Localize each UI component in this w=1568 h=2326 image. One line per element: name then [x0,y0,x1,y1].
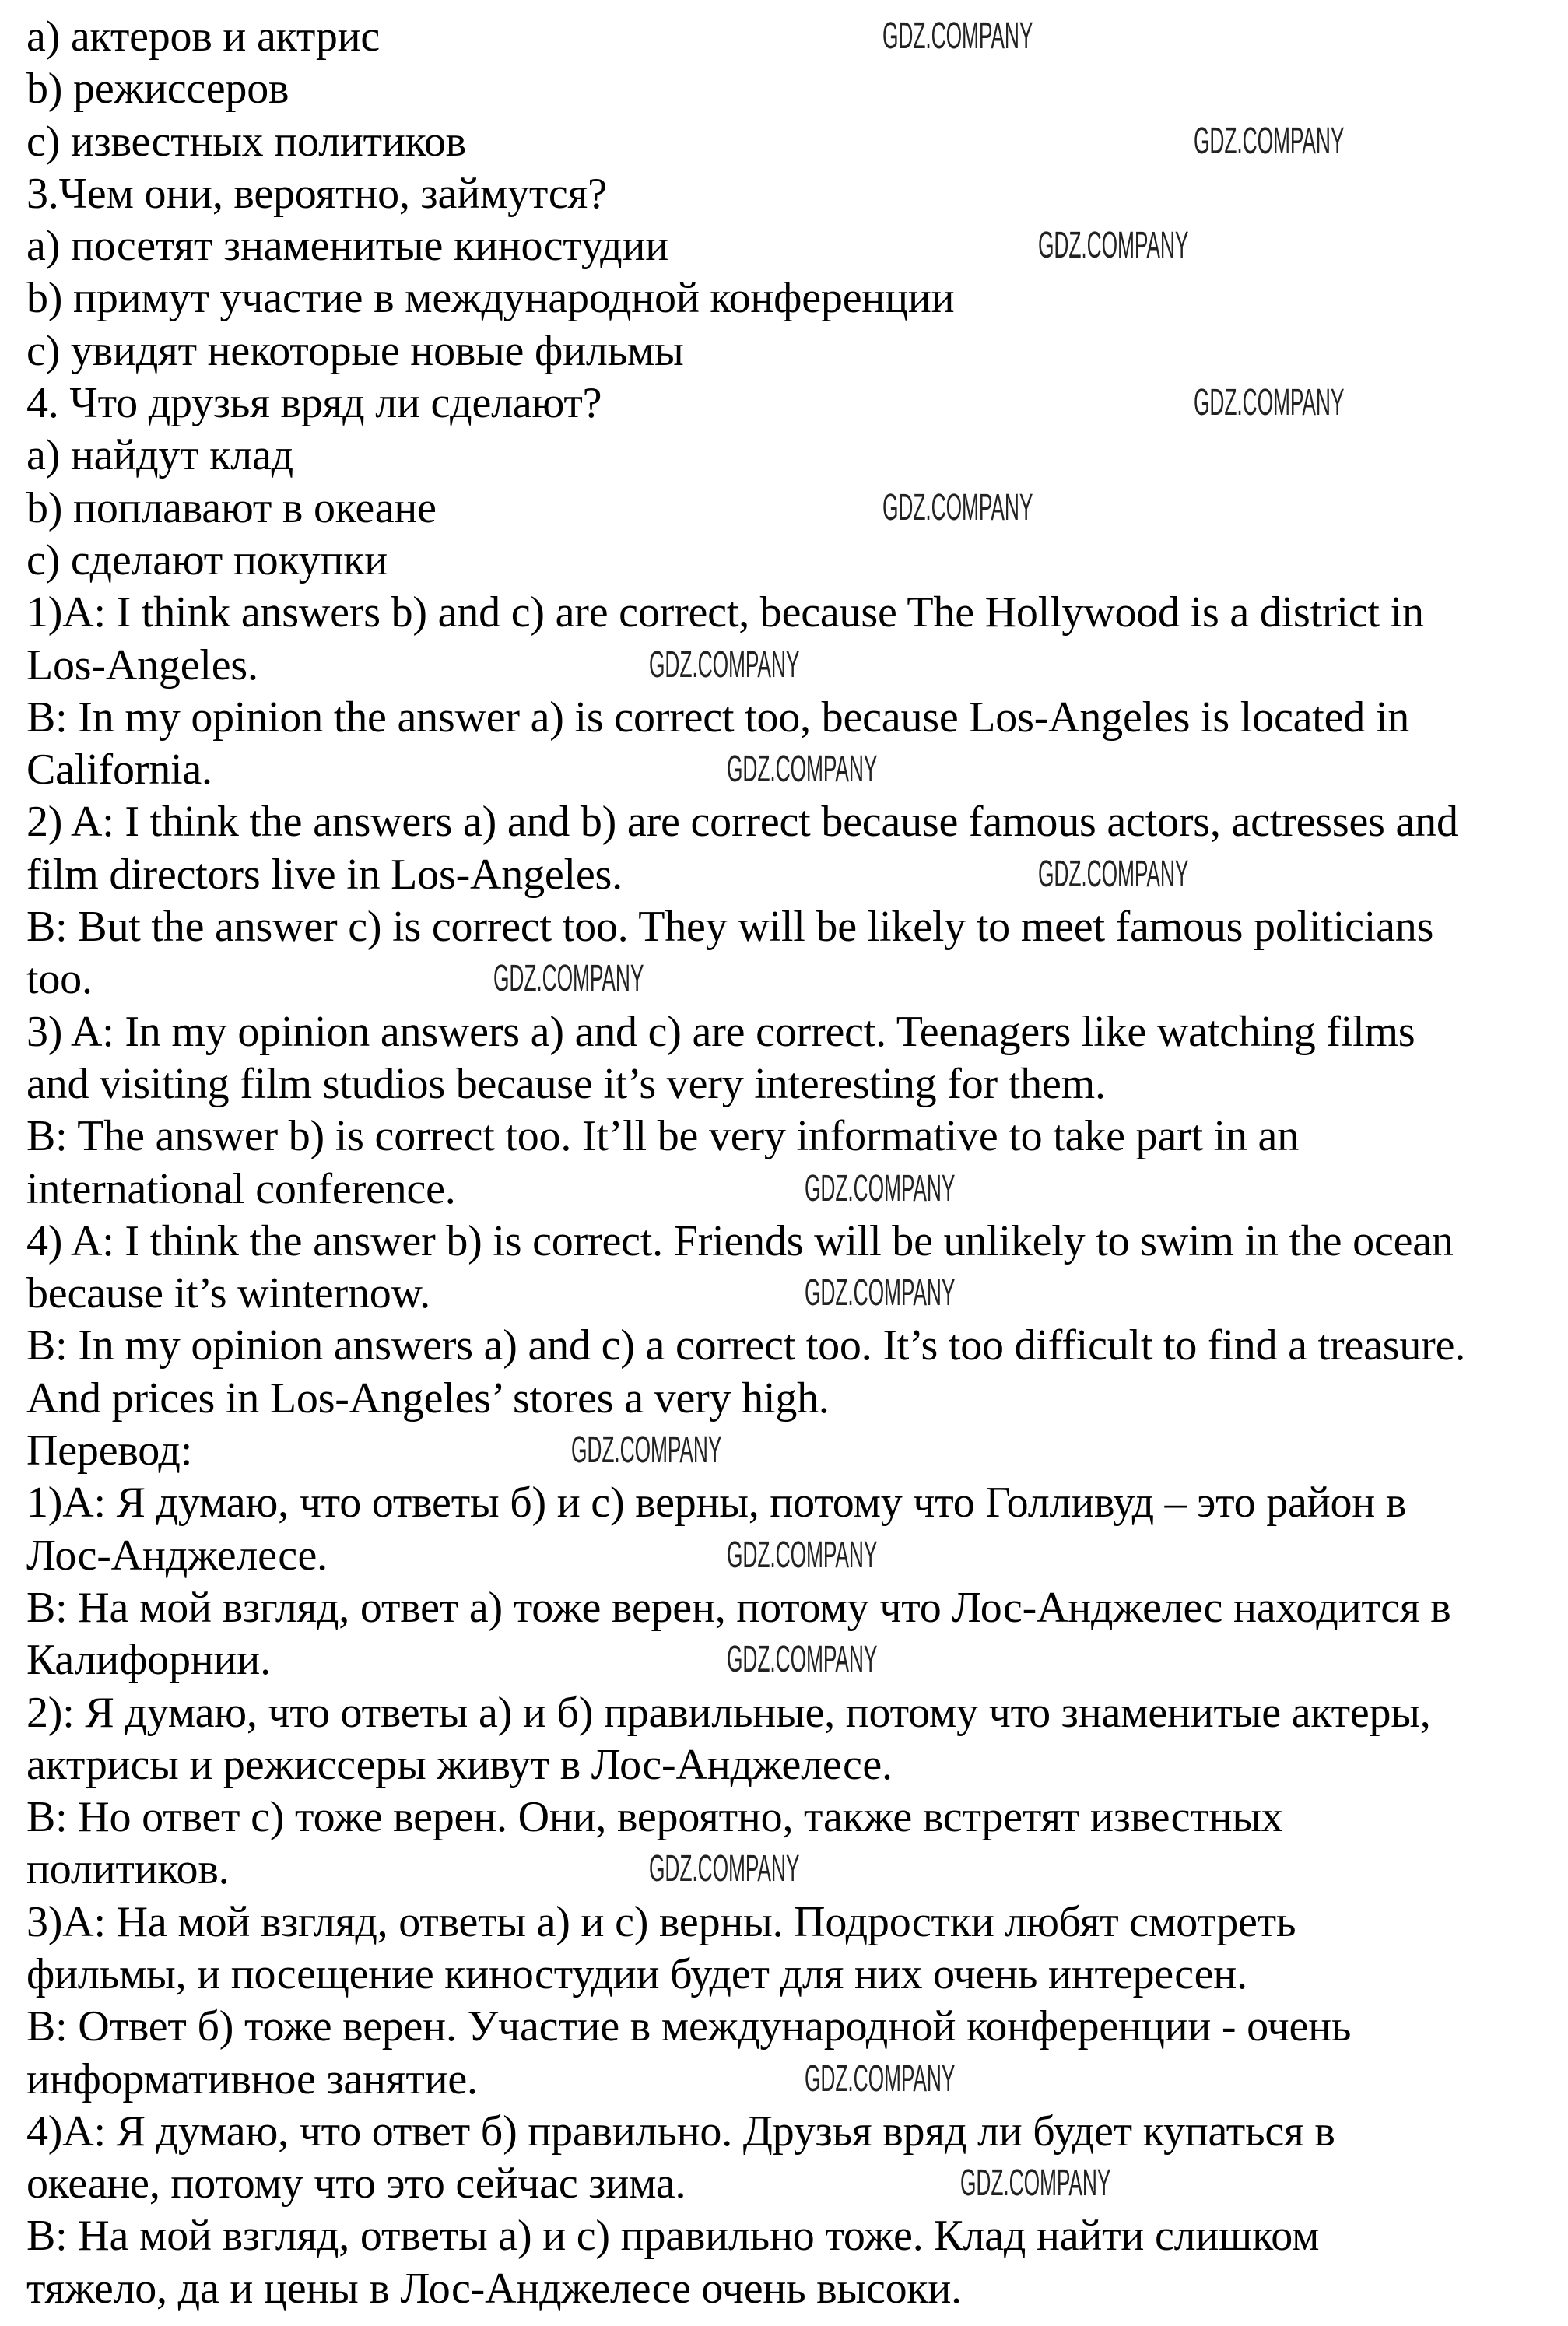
text-line-content: B: Но ответ с) тоже верен. Они, вероятно, также встретят известных [26,1793,1283,1842]
text-line-content: a) найдут клад [26,431,293,480]
text-line [26,692,1560,744]
text-line [26,2263,1560,2315]
text-line [26,220,1560,272]
text-line [26,482,1560,535]
text-line [26,430,1560,482]
watermark: GDZ.COMPANY [1038,853,1189,895]
text-line [26,272,1560,325]
text-line-content: 4) A: I think the answer b) is correct. Friends will be unlikely to swim in the ocean [26,1216,1454,1265]
text-line-content: c) увидят некоторые новые фильмы [26,326,684,375]
text-line-content: a) актеров и актрис [26,12,381,61]
text-line [26,1216,1560,1268]
text-line-content: 3)A: На мой взгляд, ответы а) и с) верны. Подростки любят смотреть [26,1897,1296,1946]
text-line-content: 1)A: Я думаю, что ответы б) и с) верны, потому что Голливуд – это район в [26,1479,1407,1528]
text-line-content: Лос-Анджелесе. [26,1531,328,1580]
text-line-content: B: In my opinion the answer a) is correct too, because Los-Angeles is located in [26,693,1410,742]
text-line-content: B: Ответ б) тоже верен. Участие в международной конференции - очень [26,2002,1352,2051]
text-line [26,168,1560,220]
watermark: GDZ.COMPANY [805,2058,956,2100]
text-line-content: and visiting film studios because it’s very interesting for them. [26,1059,1106,1108]
text-line-content: California. [26,746,212,795]
watermark: GDZ.COMPANY [571,1430,722,1472]
text-line-content: B: But the answer c) is correct too. They will be likely to meet famous politicians [26,903,1434,952]
text-line-content: B: The answer b) is correct too. It’ll be very informative to take part in an [26,1112,1300,1161]
text-line [26,63,1560,115]
text-line-content: B: На мой взгляд, ответ а) тоже верен, потому что Лос-Анджелес находится в [26,1583,1451,1632]
watermark: GDZ.COMPANY [1194,120,1345,162]
watermark: GDZ.COMPANY [805,1272,956,1314]
text-line-content: 2): Я думаю, что ответы а) и б) правильные, потому что знаменитые актеры, [26,1688,1431,1737]
watermark: GDZ.COMPANY [727,1639,878,1681]
text-line [26,2210,1560,2262]
watermark: GDZ.COMPANY [882,486,1033,528]
text-line [26,1477,1560,1529]
watermark: GDZ.COMPANY [882,16,1033,57]
watermark: GDZ.COMPANY [960,2163,1111,2205]
text-line [26,1530,1560,1582]
text-line-content: 4. Что друзья вряд ли сделают? [26,379,602,428]
text-line [26,1739,1560,1791]
text-line [26,901,1560,953]
watermark: GDZ.COMPANY [727,749,878,791]
text-line-content: Перевод: [26,1426,193,1475]
text-line [26,744,1560,796]
text-line [26,325,1560,377]
text-line [26,1268,1560,1320]
text-line-content: 3) A: In my opinion answers a) and c) are correct. Teenagers like watching films [26,1007,1415,1056]
text-line [26,1949,1560,2001]
text-line [26,953,1560,1005]
text-line-content: 4)A: Я думаю, что ответ б) правильно. Друзья вряд ли будет купаться в [26,2107,1335,2156]
text-line-content: фильмы, и посещение киностудии будет для них очень интересен. [26,1949,1247,1998]
text-line [26,1425,1560,1477]
text-line [26,1163,1560,1216]
text-line-content: океане, потому что это сейчас зима. [26,2159,686,2208]
watermark: GDZ.COMPANY [493,958,644,1000]
text-line-content: Калифорнии. [26,1636,271,1685]
text-line [26,640,1560,692]
text-line-content: актрисы и режиссеры живут в Лос-Анджелесе. [26,1740,893,1789]
text-line [26,587,1560,639]
text-line-content: because it’s winternow. [26,1269,430,1318]
text-line-content: B: На мой взгляд, ответы а) и с) правильно тоже. Клад найти слишком [26,2212,1320,2261]
text-line [26,377,1560,430]
watermark: GDZ.COMPANY [727,1534,878,1576]
text-line [26,1844,1560,1896]
text-line [26,2158,1560,2210]
text-line-content: b) примут участие в международной конференции [26,274,955,323]
text-line [26,1687,1560,1739]
text-line-content: international conference. [26,1164,456,1213]
text-line-content: c) известных политиков [26,117,466,166]
document-body [26,11,1560,2315]
text-line [26,796,1560,848]
text-line-content: Los-Angeles. [26,640,258,689]
text-line-content: информативное занятие. [26,2054,478,2103]
text-line [26,535,1560,587]
text-line [26,1634,1560,1686]
text-line [26,1582,1560,1634]
text-line [26,1110,1560,1163]
text-line-content: too. [26,955,93,1004]
watermark: GDZ.COMPANY [649,1848,800,1890]
text-line-content: 2) A: I think the answers a) and b) are correct because famous actors, actresses and [26,798,1458,847]
text-line [26,2001,1560,2053]
watermark: GDZ.COMPANY [805,1167,956,1209]
text-line-content: b) режиссеров [26,65,289,114]
text-line-content: B: In my opinion answers a) and c) a correct too. It’s too difficult to find a treasure. [26,1321,1466,1370]
text-line-content: And prices in Los-Angeles’ stores a very high. [26,1373,830,1423]
text-line-content: c) сделают покупки [26,535,388,584]
text-line-content: b) поплавают в океане [26,483,437,532]
text-line [26,1006,1560,1058]
text-line [26,849,1560,901]
text-line [26,1320,1560,1372]
text-line [26,1058,1560,1110]
text-line-content: a) посетят знаменитые киностудии [26,222,668,271]
text-line [26,1791,1560,1844]
text-line [26,1373,1560,1425]
text-line [26,116,1560,168]
text-line [26,11,1560,63]
watermark: GDZ.COMPANY [649,644,800,686]
text-line-content: политиков. [26,1845,230,1894]
watermark: GDZ.COMPANY [1194,382,1345,424]
text-line [26,1896,1560,1949]
text-line-content: 3.Чем они, вероятно, займутся? [26,169,607,218]
text-line-content: тяжело, да и цены в Лос-Анджелесе очень высоки. [26,2264,962,2313]
text-line-content: film directors live in Los-Angeles. [26,850,623,899]
text-line [26,2054,1560,2106]
text-line [26,2106,1560,2158]
watermark: GDZ.COMPANY [1038,225,1189,267]
text-line-content: 1)A: I think answers b) and c) are correct, because The Hollywood is a district in [26,588,1424,637]
